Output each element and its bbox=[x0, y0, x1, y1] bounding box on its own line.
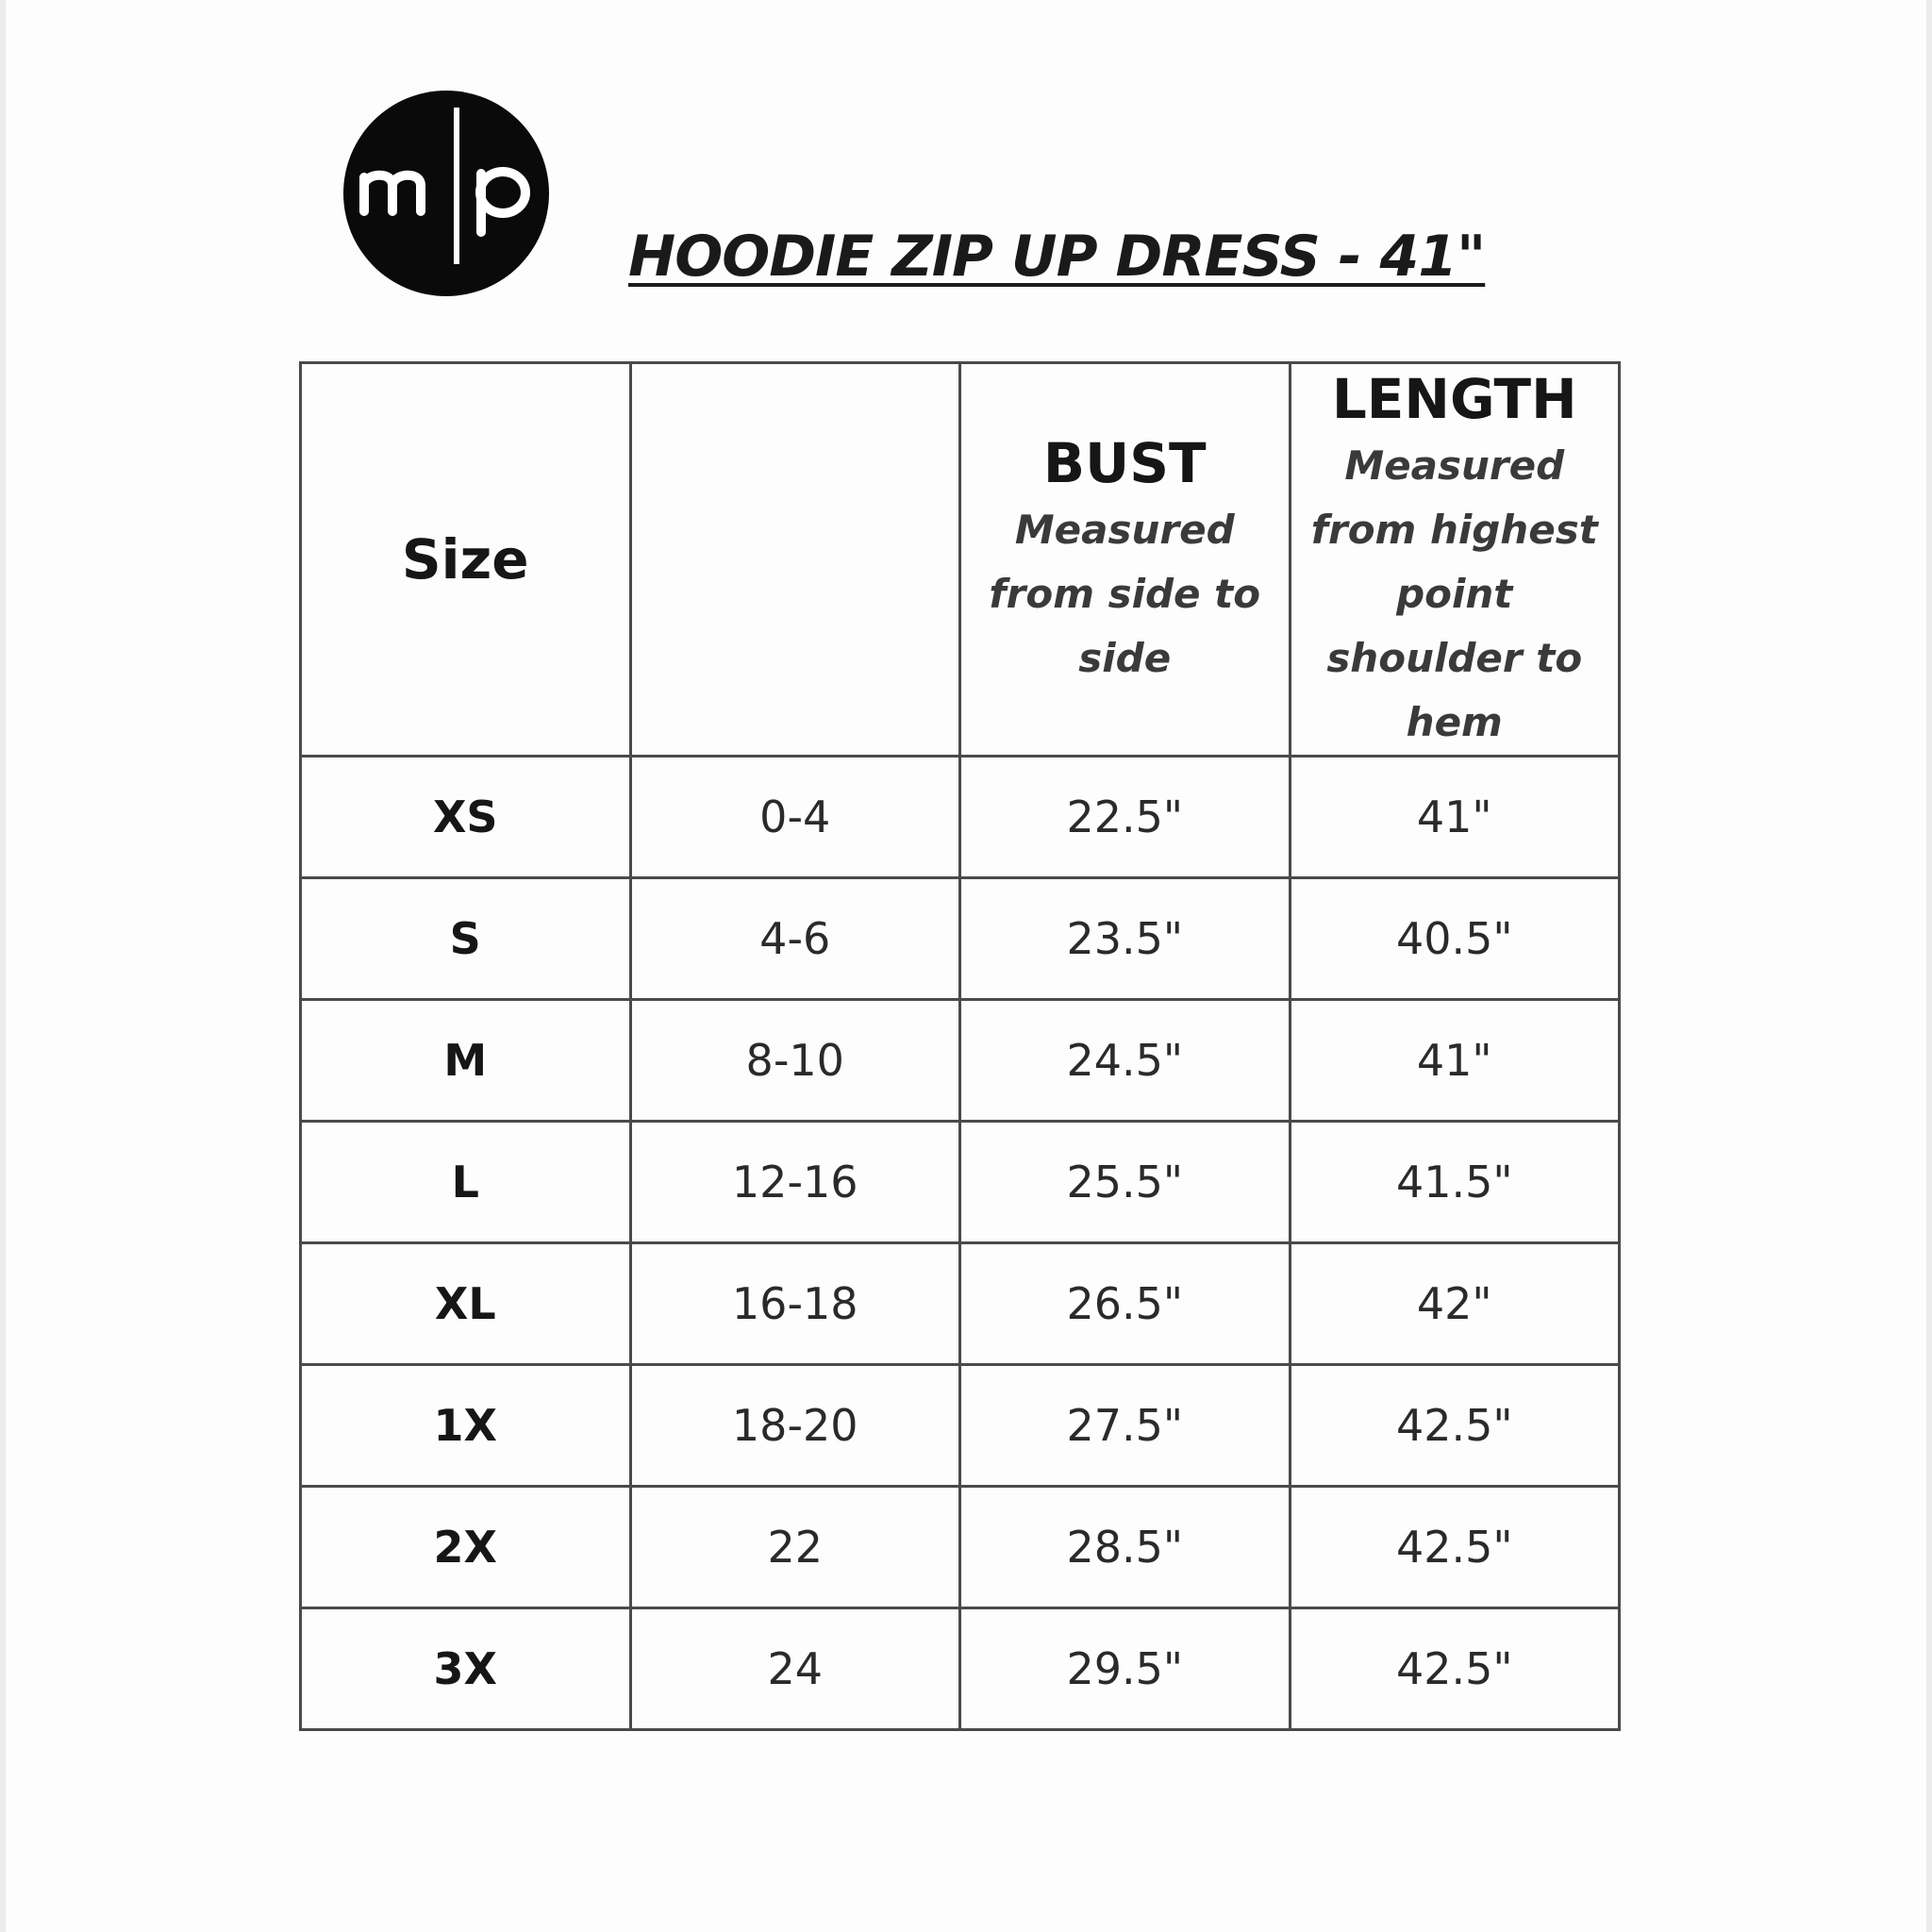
mp-logo-icon bbox=[343, 91, 549, 296]
bust-column-header bbox=[960, 363, 1291, 757]
bust-cell: 29.5" bbox=[960, 1608, 1291, 1730]
table-row bbox=[301, 1365, 1620, 1487]
length-header-title: LENGTH bbox=[1331, 367, 1577, 431]
size-cell: XL bbox=[301, 1243, 631, 1365]
bust-cell: 26.5" bbox=[960, 1243, 1291, 1365]
numeric-size-cell: 18-20 bbox=[630, 1365, 960, 1487]
bust-header-subtitle: Measured from side to side bbox=[989, 507, 1261, 681]
table-header-row bbox=[301, 363, 1620, 757]
table-row bbox=[301, 878, 1620, 1000]
size-cell: M bbox=[301, 1000, 631, 1122]
numeric-size-cell: 16-18 bbox=[630, 1243, 960, 1365]
size-cell: 2X bbox=[301, 1487, 631, 1608]
length-cell: 42.5" bbox=[1290, 1487, 1620, 1608]
length-cell: 42" bbox=[1290, 1243, 1620, 1365]
size-cell: 3X bbox=[301, 1608, 631, 1730]
table-row bbox=[301, 1487, 1620, 1608]
size-cell: XS bbox=[301, 757, 631, 878]
bust-cell: 28.5" bbox=[960, 1487, 1291, 1608]
table-row bbox=[301, 1122, 1620, 1243]
size-cell: S bbox=[301, 878, 631, 1000]
table-row bbox=[301, 1608, 1620, 1730]
bust-header-title: BUST bbox=[1042, 431, 1207, 495]
length-cell: 40.5" bbox=[1290, 878, 1620, 1000]
page-title: HOODIE ZIP UP DRESS - 41" bbox=[628, 224, 1486, 290]
length-header-subtitle: Measured from highest point shoulder to hem bbox=[1310, 442, 1598, 745]
numeric-size-cell: 22 bbox=[630, 1487, 960, 1608]
size-cell: L bbox=[301, 1122, 631, 1243]
bust-cell: 22.5" bbox=[960, 757, 1291, 878]
numeric-size-column-header bbox=[630, 363, 960, 757]
length-cell: 42.5" bbox=[1290, 1608, 1620, 1730]
mp-logo-graphic bbox=[343, 91, 549, 296]
length-cell: 41" bbox=[1290, 757, 1620, 878]
length-cell: 41.5" bbox=[1290, 1122, 1620, 1243]
size-column-header bbox=[301, 363, 631, 757]
table-row bbox=[301, 1243, 1620, 1365]
numeric-size-cell: 4-6 bbox=[630, 878, 960, 1000]
table-row bbox=[301, 757, 1620, 878]
numeric-size-cell: 0-4 bbox=[630, 757, 960, 878]
bust-cell: 25.5" bbox=[960, 1122, 1291, 1243]
length-cell: 41" bbox=[1290, 1000, 1620, 1122]
numeric-size-cell: 8-10 bbox=[630, 1000, 960, 1122]
bust-cell: 23.5" bbox=[960, 878, 1291, 1000]
length-cell: 42.5" bbox=[1290, 1365, 1620, 1487]
bust-cell: 24.5" bbox=[960, 1000, 1291, 1122]
bust-cell: 27.5" bbox=[960, 1365, 1291, 1487]
size-header-label: Size bbox=[401, 527, 529, 591]
size-chart-table bbox=[299, 361, 1621, 1731]
length-column-header bbox=[1290, 363, 1620, 757]
numeric-size-cell: 12-16 bbox=[630, 1122, 960, 1243]
size-cell: 1X bbox=[301, 1365, 631, 1487]
numeric-size-cell: 24 bbox=[630, 1608, 960, 1730]
table-row bbox=[301, 1000, 1620, 1122]
